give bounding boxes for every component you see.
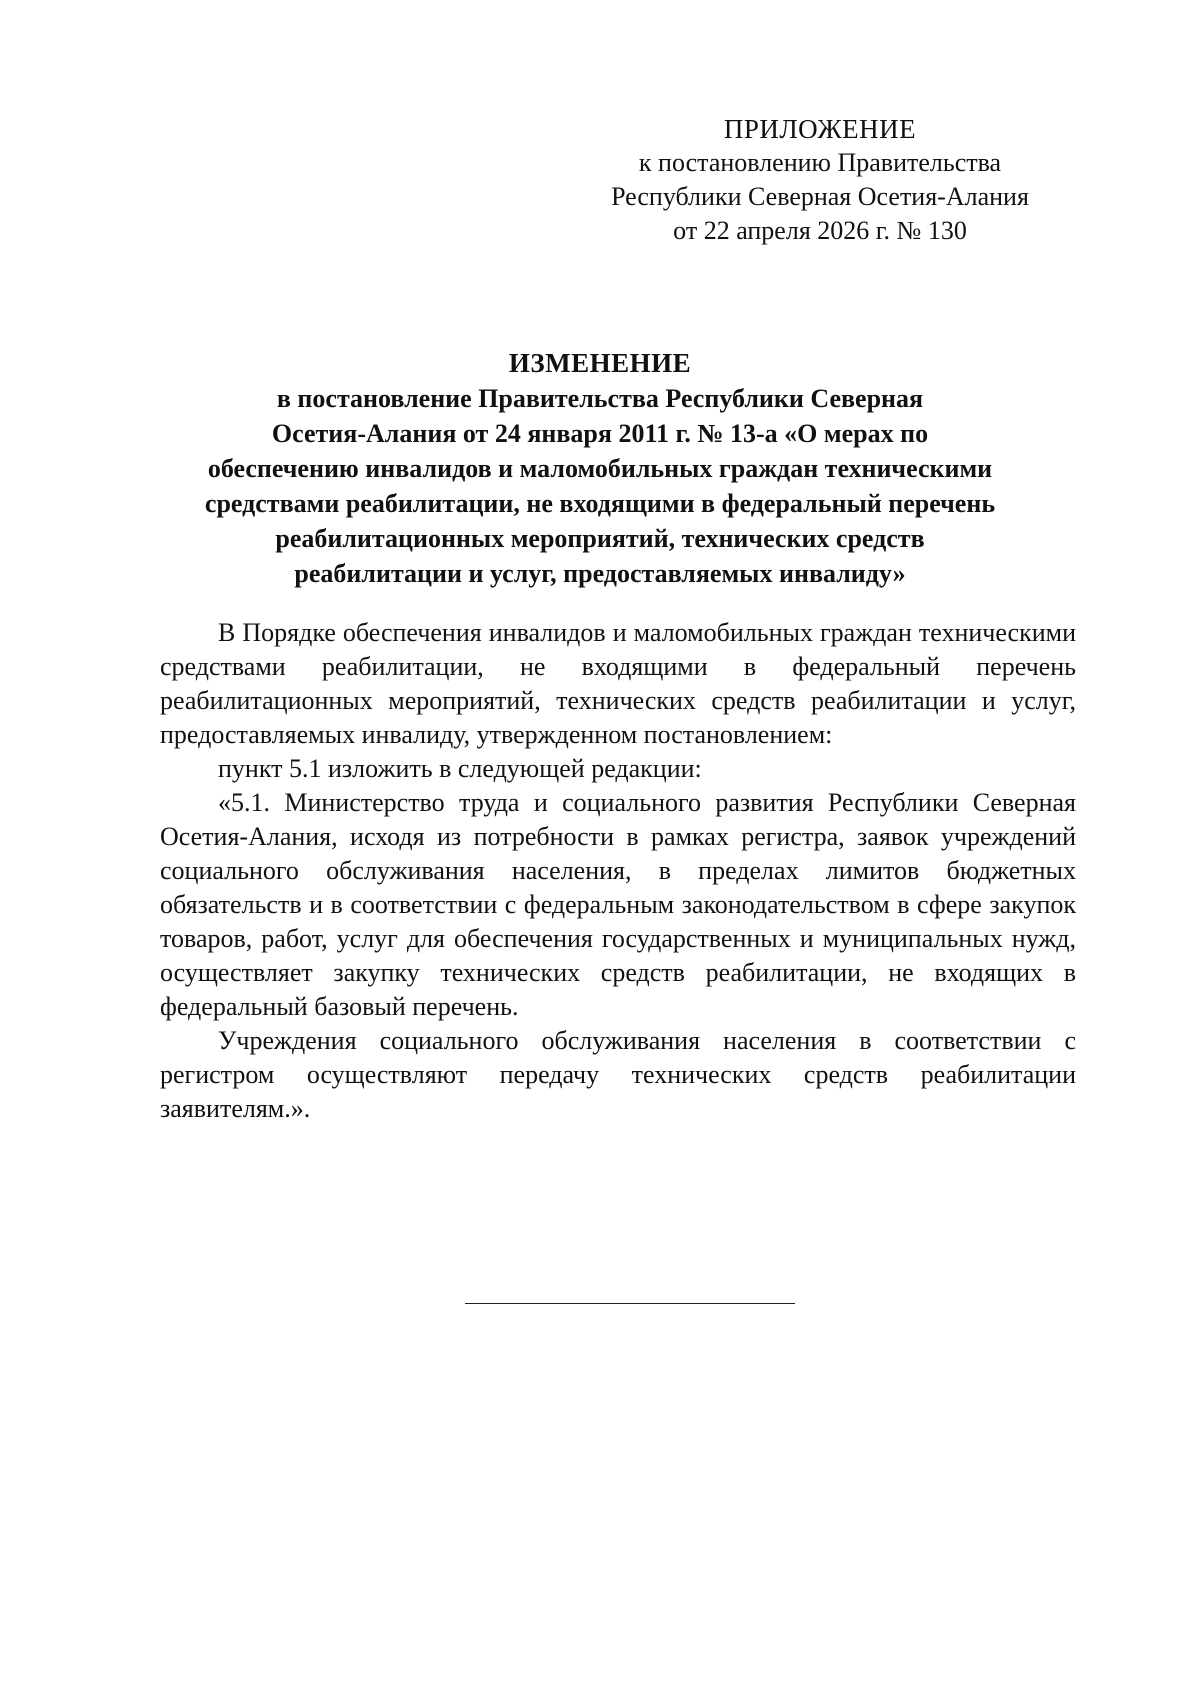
document-title: [150, 346, 1050, 591]
body-paragraph-4: Учреждения социального обслуживания населения в соответствии с регистром осуществляют передачу технических средств реабилитации заявителям.».: [160, 1026, 1076, 1123]
title-line-4: средствами реабилитации, не входящими в федеральный перечень: [204, 489, 996, 518]
closing-divider: [465, 1303, 795, 1304]
appendix-heading: ПРИЛОЖЕНИЕ: [723, 114, 917, 144]
document-body: [160, 616, 1076, 1126]
body-paragraph-1: В Порядке обеспечения инвалидов и маломобильных граждан техническими средствами реабилитации, не входящими в федеральный перечень реабилитационных мероприятий, технических средств реабилитации и услуг, предоставляемых инвалиду, утвержденном постановлением:: [160, 618, 1076, 749]
appendix-block: [560, 112, 1080, 248]
title-line-6: реабилитации и услуг, предоставляемых инвалиду»: [294, 559, 906, 588]
title-main: ИЗМЕНЕНИЕ: [508, 348, 692, 378]
body-paragraph-3: «5.1. Министерство труда и социального развития Республики Северная Осетия-Алания, исходя из потребности в рамках регистра, заявок учреждений социального обслуживания населения, в пределах лимитов бюджетных обязательств и в соответствии с федеральным законодательством в сфере закупок товаров, работ, услуг для обеспечения государственных и муниципальных нужд, осуществляет закупку технических средств реабилитации, не входящих в федеральный базовый перечень.: [160, 788, 1076, 1021]
appendix-line-3: от 22 апреля 2026 г. № 130: [673, 216, 967, 245]
title-line-2: Осетия-Алания от 24 января 2011 г. № 13-а «О мерах по: [271, 419, 929, 448]
title-line-5: реабилитационных мероприятий, технических средств: [275, 524, 925, 553]
body-paragraph-2: пункт 5.1 изложить в следующей редакции:: [218, 754, 702, 783]
title-line-1: в постановление Правительства Республики Северная: [276, 384, 924, 413]
title-line-3: обеспечению инвалидов и маломобильных граждан техническими: [207, 454, 993, 483]
appendix-line-1: к постановлению Правительства: [638, 148, 1002, 177]
appendix-line-2: Республики Северная Осетия-Алания: [611, 182, 1029, 211]
